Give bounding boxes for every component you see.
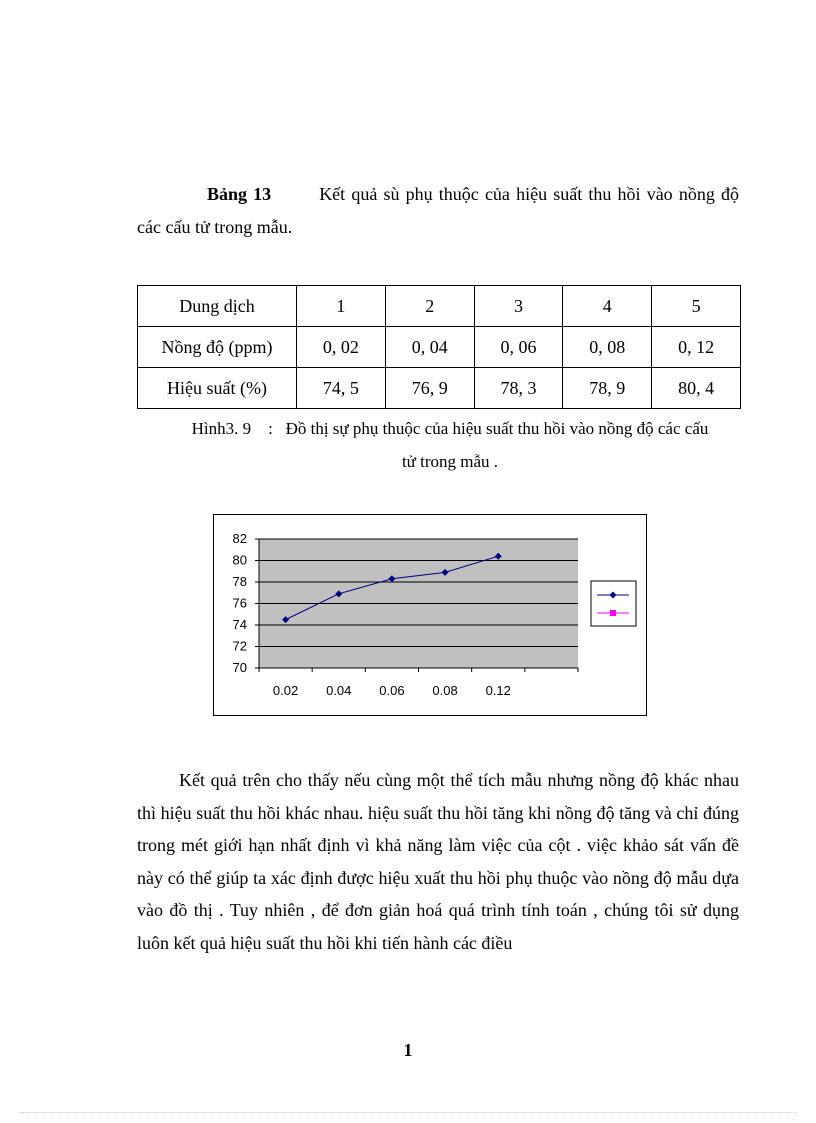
table-cell: 0, 06 [474, 327, 563, 368]
y-tick-label: 74 [232, 617, 247, 632]
x-tick-label: 0.06 [379, 683, 405, 698]
y-tick-label: 72 [232, 638, 247, 654]
table-caption-label: Bảng 13 [207, 184, 272, 204]
figure-caption [150, 412, 750, 478]
table-cell: 0, 08 [563, 327, 652, 368]
y-tick-label: 70 [232, 660, 247, 675]
body-paragraph-text: Kết quả trên cho thấy nếu cùng một thể tích mẫu nhưng nồng độ khác nhau thì hiệu suất thu hồi khác nhau. hiệu suất thu hồi tăng khi nồng độ tăng và chỉ đúng trong mét giới hạn nhất định vì khả năng làm việc của cột . việc khảo sát vấn đề này có thể giúp ta xác định được hiệu xuất thu hồi phụ thuộc vào nồng độ mẫu dựa vào đồ thị . Tuy nhiên , để đơn giản hoá quá trình tính toán , chúng tôi sử dụng luôn kết quả hiệu suất thu hồi khi tiến hành các điều [137, 770, 739, 953]
table-cell: 0, 04 [385, 327, 474, 368]
body-paragraph [137, 764, 739, 959]
table-cell: 5 [652, 286, 741, 327]
table-cell: 4 [563, 286, 652, 327]
x-tick-label: 0.12 [485, 683, 511, 698]
table-cell: 2 [385, 286, 474, 327]
x-tick-label: 0.08 [432, 683, 458, 698]
page-bottom-rule [20, 1112, 796, 1113]
y-tick-label: 80 [232, 552, 247, 568]
table-cell: 78, 9 [563, 368, 652, 409]
page-number: 1 [403, 1040, 413, 1060]
line-chart [214, 515, 646, 715]
table-cell: Nồng độ (ppm) [138, 327, 297, 368]
table-cell: 1 [297, 286, 386, 327]
x-tick-label: 0.04 [326, 683, 352, 698]
figure-caption-line2: tử trong mẫu . [401, 452, 499, 471]
table-cell: 80, 4 [652, 368, 741, 409]
table-row [138, 368, 741, 409]
x-tick-label: 0.02 [272, 683, 299, 698]
table-cell: Hiệu suất (%) [138, 368, 297, 409]
table-row [138, 286, 741, 327]
table-cell: Dung dịch [138, 286, 297, 327]
y-tick-label: 78 [232, 574, 247, 589]
legend-marker-series-2 [610, 610, 616, 616]
table-cell: 3 [474, 286, 563, 327]
table-cell: 0, 02 [297, 327, 386, 368]
y-tick-label: 76 [232, 595, 247, 611]
chart-container [213, 514, 647, 716]
legend-box [591, 581, 636, 626]
table-caption-text: Kết quả sù phụ thuộc của hiệu suất thu hồi vào nồng độ các cấu tử trong mẫu. [137, 184, 739, 237]
table-cell: 78, 3 [474, 368, 563, 409]
y-tick-label: 82 [232, 531, 247, 546]
table-cell: 0, 12 [652, 327, 741, 368]
table-row [138, 327, 741, 368]
results-table [137, 285, 741, 409]
table-cell: 76, 9 [385, 368, 474, 409]
table-caption [137, 178, 739, 244]
figure-caption-line1: Hình3. 9 : Đồ thị sự phụ thuộc của hiệu suất thu hồi vào nồng độ các cấu [191, 419, 709, 438]
table-cell: 74, 5 [297, 368, 386, 409]
